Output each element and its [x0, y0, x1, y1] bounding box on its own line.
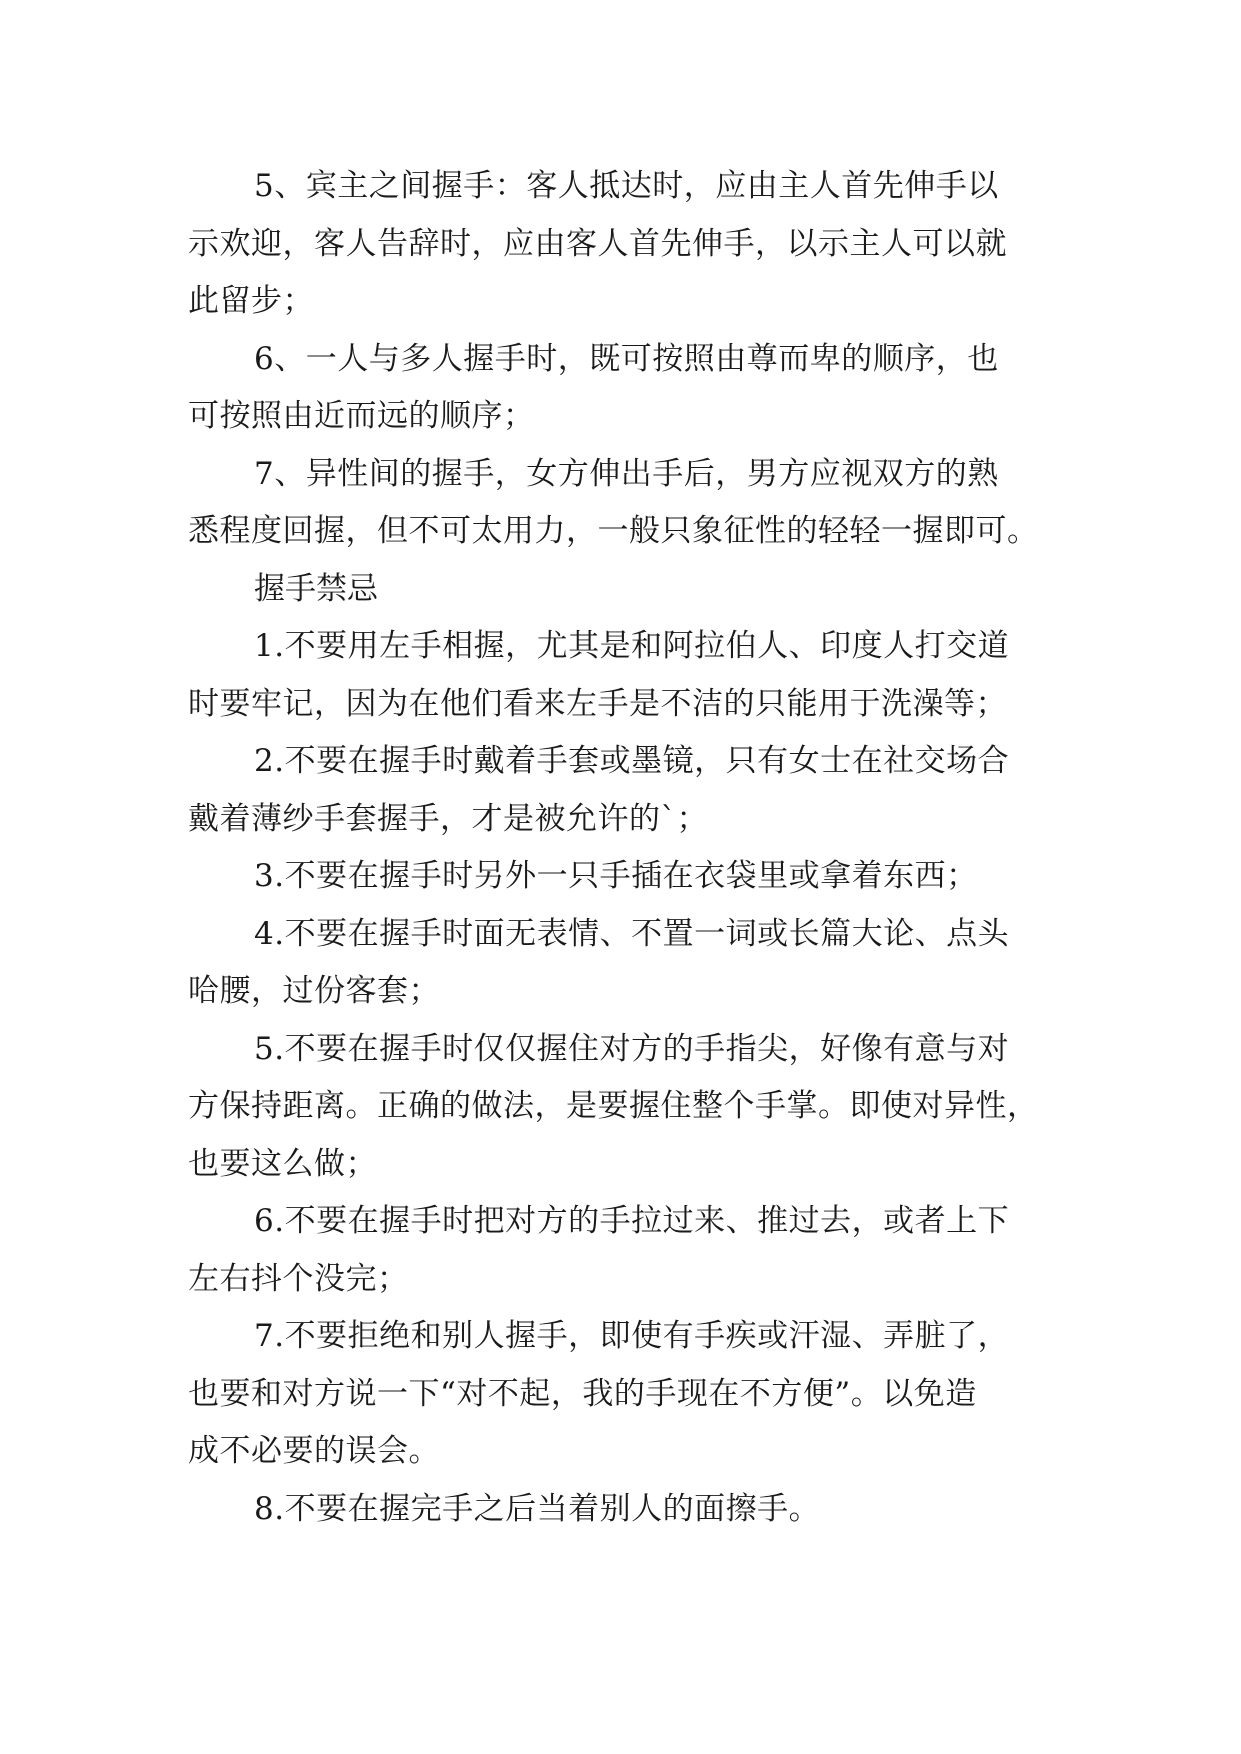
text-line: 成不必要的误会。	[188, 1433, 440, 1469]
text-line: 6、一人与多人握手时，既可按照由尊而卑的顺序，也	[254, 340, 999, 377]
text-line: 戴着薄纱手套握手，才是被允许的`；	[188, 800, 708, 837]
text-line: 左右抖个没完；	[188, 1260, 409, 1297]
rule-8	[188, 1481, 1054, 1539]
rule-7	[188, 1308, 1054, 1481]
text-line: 2.不要在握手时戴着手套或墨镜，只有女士在社交场合	[254, 743, 1010, 779]
text-line: 也要和对方说一下“对不起，我的手现在不方便”。以免造	[188, 1375, 977, 1412]
rule-5	[188, 1021, 1054, 1194]
text-line: 时要牢记，因为在他们看来左手是不洁的只能用于洗澡等；	[188, 685, 1007, 722]
rule-1	[188, 618, 1054, 733]
text-line: 8.不要在握完手之后当着别人的面擦手。	[254, 1490, 821, 1527]
text-line: 方保持距离。正确的做法，是要握住整个手掌。即使对异性，	[188, 1088, 1039, 1124]
text-line: 示欢迎，客人告辞时，应由客人首先伸手，以示主人可以就	[188, 225, 1007, 262]
text-line: 哈腰，过份客套；	[188, 973, 440, 1009]
text-line: 此留步；	[188, 283, 314, 319]
text-line: 也要这么做；	[188, 1145, 377, 1182]
section-heading: 握手禁忌	[254, 570, 378, 607]
rule-6	[188, 1193, 1054, 1308]
paragraph-host-guest	[188, 158, 1054, 331]
text-line: 6.不要在握手时把对方的手拉过来、推过去，或者上下	[254, 1203, 1010, 1239]
text-line: 7.不要拒绝和别人握手，即使有手疾或汗湿、弄脏了，	[254, 1318, 1010, 1354]
text-line: 5、宾主之间握手：客人抵达时，应由主人首先伸手以	[254, 168, 999, 204]
rule-4	[188, 906, 1054, 1021]
text-line: 1.不要用左手相握，尤其是和阿拉伯人、印度人打交道	[254, 628, 1010, 664]
text-line: 4.不要在握手时面无表情、不置一词或长篇大论、点头	[254, 915, 1010, 952]
text-line: 7、异性间的握手，女方伸出手后，男方应视双方的熟	[254, 455, 999, 492]
text-line: 可按照由近而远的顺序；	[188, 398, 535, 434]
document-body	[188, 158, 1054, 1538]
paragraph-one-to-many	[188, 331, 1054, 446]
paragraph-opposite-sex	[188, 446, 1054, 561]
rule-2	[188, 733, 1054, 848]
text-line: 5.不要在握手时仅仅握住对方的手指尖，好像有意与对	[254, 1030, 1010, 1067]
text-line: 3.不要在握手时另外一只手插在衣袋里或拿着东西；	[254, 858, 978, 894]
text-line: 悉程度回握，但不可太用力，一般只象征性的轻轻一握即可。	[188, 513, 1039, 549]
rule-3	[188, 848, 1054, 906]
